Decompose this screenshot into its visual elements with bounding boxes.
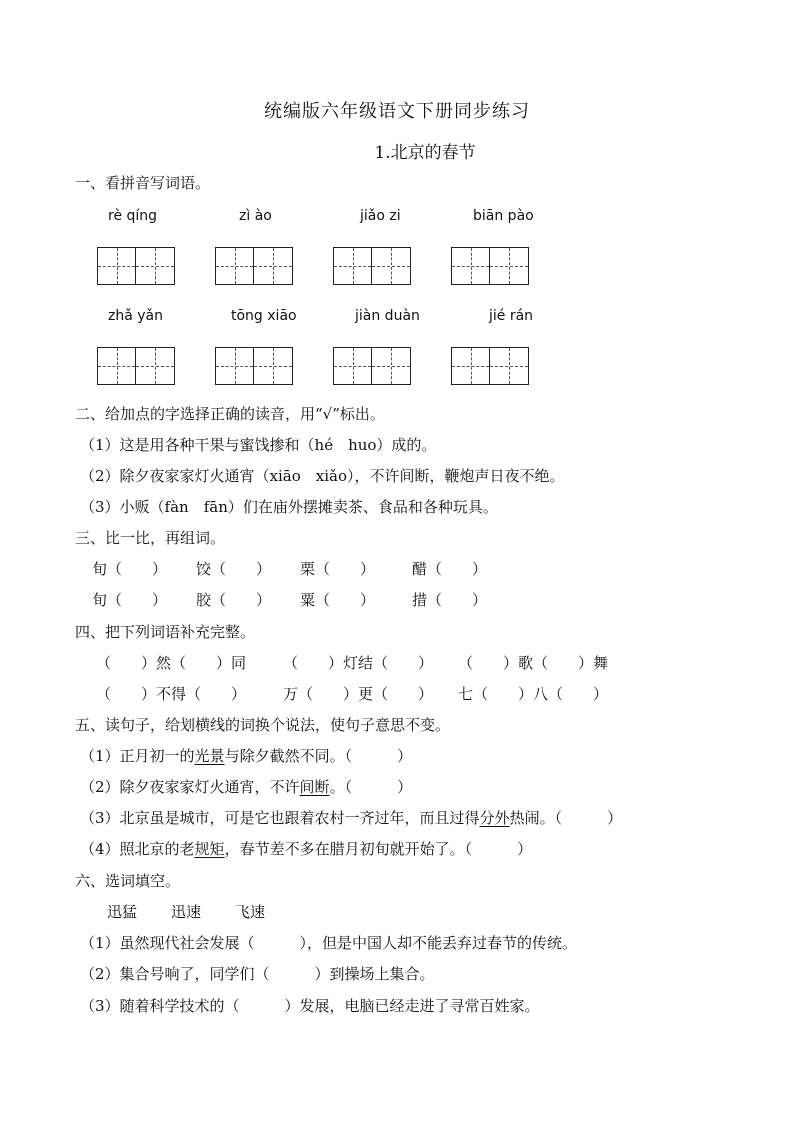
question-text: （1）这是用各种干果与蜜饯掺和（hé huo）成的。	[80, 436, 437, 454]
sentence-part: （2）除夕夜家家灯火通宵，不许	[80, 778, 300, 796]
idiom-item: （ ）歌（ ）舞	[458, 654, 609, 672]
section-4-heading: 四、把下列词语补充完整。	[75, 623, 256, 641]
question-text	[80, 807, 622, 828]
question-text	[80, 838, 532, 859]
pinyin-label: jié rán	[489, 308, 534, 324]
lesson-title: 1.北京的春节	[374, 143, 476, 163]
question-text: （2）除夕夜家家灯火通宵（xiāo xiǎo），不许间断，鞭炮声日夜不绝。	[80, 467, 565, 485]
pinyin-label: jiàn duàn	[355, 308, 420, 324]
sentence-part: （3）北京虽是城市，可是它也跟着农村一齐过年，而且过得	[80, 809, 480, 827]
underlined-word: 光景	[194, 747, 225, 765]
idiom-item: 万（ ）更（ ）	[283, 685, 434, 703]
question-text: （2）集合号响了，同学们（ ）到操场上集合。	[80, 965, 435, 983]
char-item: 醋（ ）	[412, 560, 488, 578]
writing-grid[interactable]	[333, 347, 411, 385]
question-text	[80, 745, 412, 766]
pinyin-label: tōng xiāo	[231, 308, 297, 324]
word-choice: 迅猛	[107, 903, 138, 921]
char-item: 措（ ）	[412, 591, 488, 609]
char-item: 旬（ ）	[92, 560, 168, 578]
idiom-item: 七（ ）八（ ）	[458, 685, 609, 703]
char-item: 栗（ ）	[300, 560, 376, 578]
sentence-part: 热闹。（ ）	[509, 809, 623, 827]
idiom-item: （ ）不得（ ）	[96, 685, 247, 703]
question-text: （3）随着科学技术的（ ）发展，电脑已经走进了寻常百姓家。	[80, 997, 540, 1015]
pinyin-label: zì ào	[239, 208, 272, 224]
writing-grid[interactable]	[215, 247, 293, 285]
writing-grid[interactable]	[97, 347, 175, 385]
section-2-heading: 二、给加点的字选择正确的读音，用“√”标出。	[75, 405, 385, 423]
question-text: （3）小贩（fàn fān）们在庙外摆摊卖茶、食品和各种玩具。	[80, 498, 498, 516]
writing-grid[interactable]	[333, 247, 411, 285]
sentence-part: 。（ ）	[329, 778, 413, 796]
worksheet-title: 统编版六年级语文下册同步练习	[264, 101, 530, 122]
question-text: （1）虽然现代社会发展（ ），但是中国人却不能丢弃过春节的传统。	[80, 934, 578, 952]
word-choice: 飞速	[235, 903, 266, 921]
underlined-word: 规矩	[194, 840, 225, 858]
writing-grid[interactable]	[451, 347, 529, 385]
section-3-heading: 三、比一比，再组词。	[75, 529, 226, 547]
pinyin-label: biān pào	[473, 208, 534, 224]
section-5-heading: 五、读句子，给划横线的词换个说法，使句子意思不变。	[75, 716, 451, 734]
sentence-part: ，春节差不多在腊月初旬就开始了。（ ）	[224, 840, 533, 858]
char-item: 旬（ ）	[92, 591, 168, 609]
char-item: 粟（ ）	[300, 591, 376, 609]
idiom-item: （ ）然（ ）同	[96, 654, 247, 672]
char-item: 胶（ ）	[196, 591, 272, 609]
sentence-part: 与除夕截然不同。（ ）	[224, 747, 413, 765]
pinyin-label: jiǎo zi	[360, 208, 401, 224]
section-1-heading: 一、看拼音写词语。	[75, 174, 211, 192]
writing-grid[interactable]	[215, 347, 293, 385]
pinyin-label: rè qíng	[108, 208, 158, 224]
char-item: 饺（ ）	[196, 560, 272, 578]
writing-grid[interactable]	[451, 247, 529, 285]
underlined-word: 间断	[299, 778, 330, 796]
writing-grid[interactable]	[97, 247, 175, 285]
question-text	[80, 776, 412, 797]
sentence-part: （1）正月初一的	[80, 747, 195, 765]
pinyin-label: zhǎ yǎn	[108, 308, 163, 324]
underlined-word: 分外	[479, 809, 510, 827]
idiom-item: （ ）灯结（ ）	[283, 654, 434, 672]
word-choice: 迅速	[171, 903, 202, 921]
section-6-heading: 六、选词填空。	[75, 872, 181, 890]
sentence-part: （4）照北京的老	[80, 840, 195, 858]
